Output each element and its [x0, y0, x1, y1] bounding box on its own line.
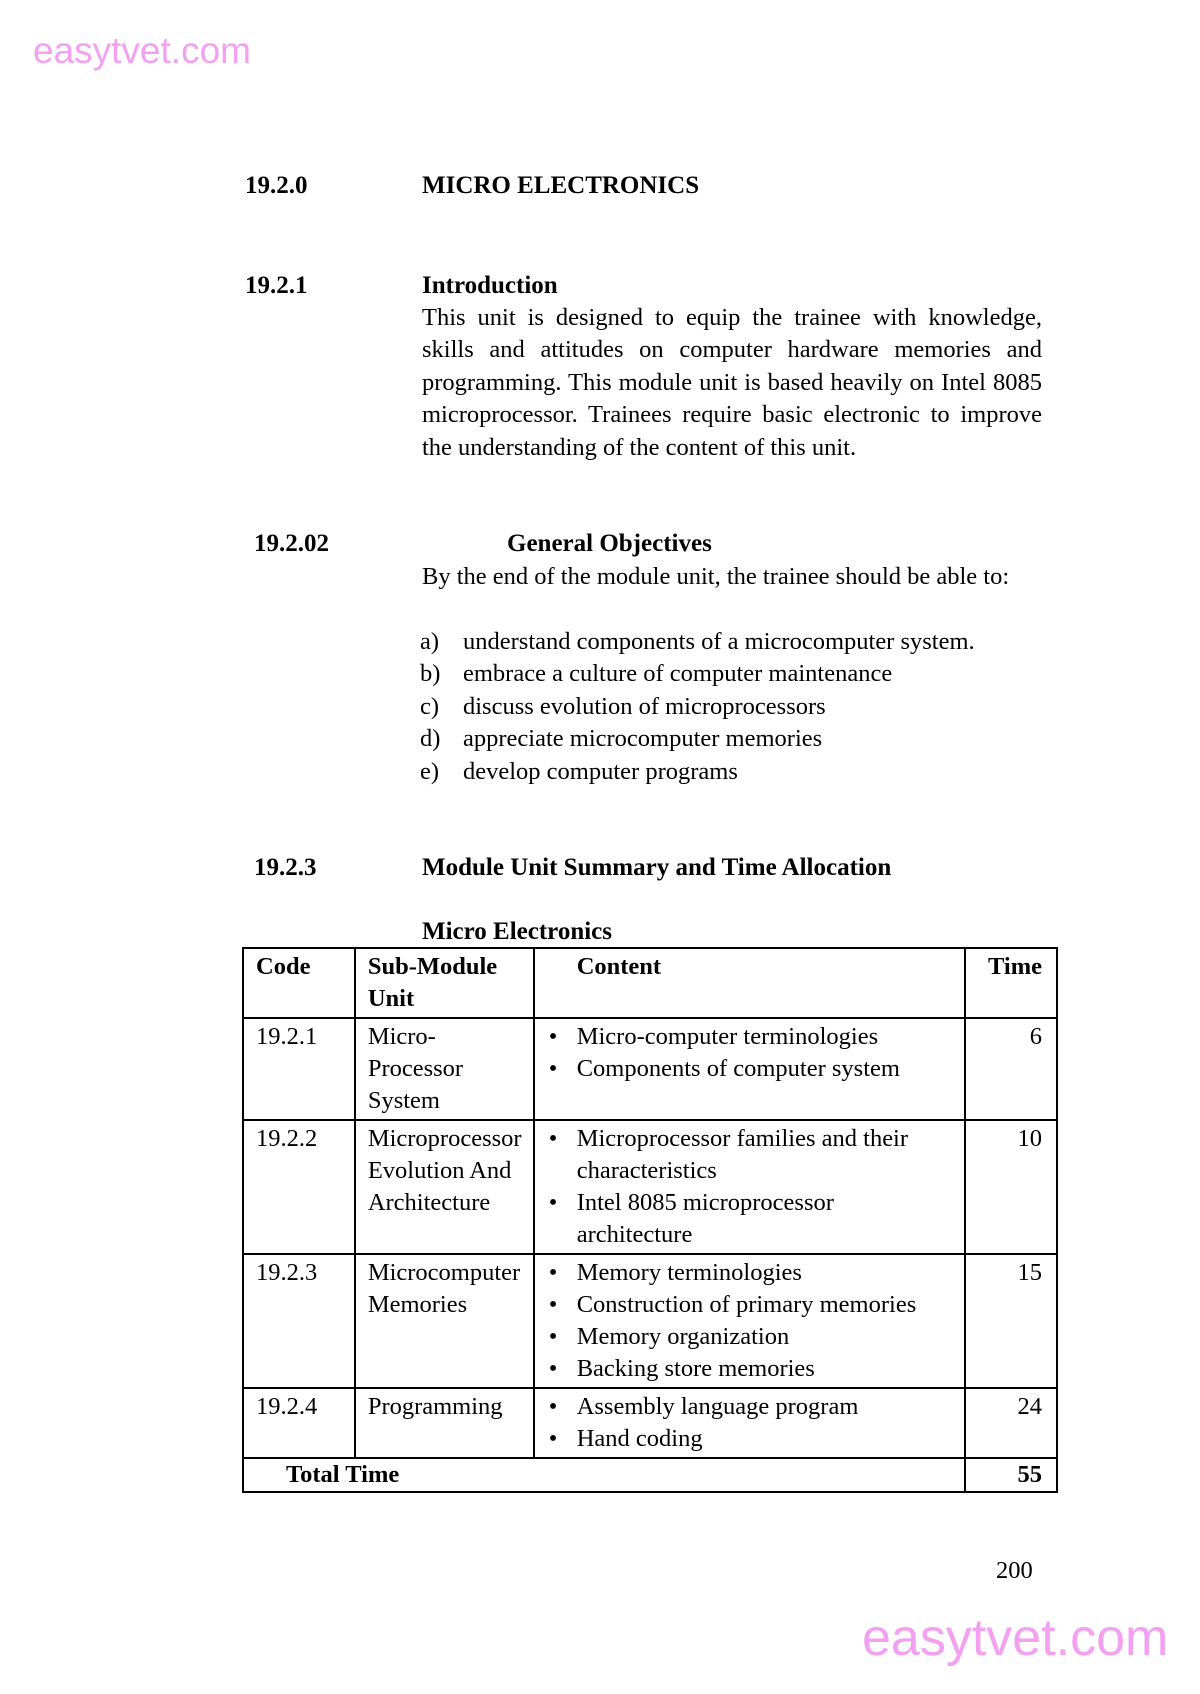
cell-content [534, 1018, 966, 1120]
intro-number: 19.2.1 [245, 272, 308, 299]
table-header-row [243, 948, 1057, 1018]
content-bullet: • Intel 8085 microprocessor architecture [547, 1187, 955, 1251]
total-label: Total Time [243, 1458, 965, 1492]
cell-sub-module: Programming [355, 1388, 534, 1458]
objectives-title: General Objectives [507, 530, 712, 557]
objectives-number: 19.2.02 [254, 530, 329, 557]
cell-time: 24 [965, 1388, 1057, 1458]
content-bullet: • Hand coding [547, 1423, 955, 1455]
module-summary-table [242, 947, 1058, 1493]
intro-title: Introduction [422, 272, 558, 299]
cell-time: 15 [965, 1254, 1057, 1388]
objective-item [420, 756, 1040, 788]
content-bullet: • Backing store memories [547, 1353, 955, 1385]
cell-sub-module: Microcomputer Memories [355, 1254, 534, 1388]
cell-code: 19.2.2 [243, 1120, 355, 1254]
intro-text: This unit is designed to equip the trainee with knowledge, skills and attitudes on computer hardware memories and programming. This module unit is based heavily on Intel 8085 microprocessor. Trainees require basic electronic to improve the understanding of the content of this unit. [422, 304, 1042, 461]
header-sub-module: Sub-Module Unit [355, 948, 534, 1018]
objective-marker: b) [420, 660, 441, 688]
cell-content [534, 1120, 966, 1254]
content-bullet: • Memory terminologies [547, 1257, 955, 1289]
total-value: 55 [965, 1458, 1057, 1492]
page-number: 200 [996, 1557, 1033, 1584]
objectives-list [420, 626, 1040, 788]
cell-code: 19.2.1 [243, 1018, 355, 1120]
objective-item [420, 723, 1040, 755]
section-number: 19.2.0 [245, 172, 308, 199]
cell-sub-module: Micro-Processor System [355, 1018, 534, 1120]
table-caption: Micro Electronics [422, 918, 612, 945]
cell-time: 10 [965, 1120, 1057, 1254]
objective-marker: d) [420, 725, 441, 753]
content-bullet: • Components of computer system [547, 1053, 955, 1085]
objective-text: develop computer programs [463, 757, 738, 785]
watermark-top: easytvet.com [33, 30, 251, 71]
objective-text: understand components of a microcomputer system. [463, 628, 975, 655]
content-bullet: • Microprocessor families and their characteristics [547, 1123, 955, 1187]
objective-text: appreciate microcomputer memories [463, 725, 823, 753]
table-row [243, 1120, 1057, 1254]
content-bullet: • Micro-computer terminologies [547, 1021, 955, 1053]
objective-item [420, 691, 1040, 723]
watermark-bottom: easytvet.com [862, 1609, 1169, 1667]
header-code: Code [243, 948, 355, 1018]
content-bullet: • Memory organization [547, 1321, 955, 1353]
objective-marker: a) [420, 628, 440, 655]
objective-marker: c) [420, 692, 440, 720]
summary-number: 19.2.3 [254, 854, 317, 881]
table-row [243, 1018, 1057, 1120]
section-title: MICRO ELECTRONICS [422, 172, 700, 199]
cell-code: 19.2.4 [243, 1388, 355, 1458]
table-row [243, 1388, 1057, 1458]
table-row [243, 1254, 1057, 1388]
header-time: Time [965, 948, 1057, 1018]
cell-content [534, 1254, 966, 1388]
cell-time: 6 [965, 1018, 1057, 1120]
cell-content [534, 1388, 966, 1458]
objective-text: discuss evolution of microprocessors [463, 692, 826, 720]
objectives-intro: By the end of the module unit, the trainee should be able to: [422, 563, 1010, 590]
cell-code: 19.2.3 [243, 1254, 355, 1388]
cell-sub-module: Microprocessor Evolution And Architecture [355, 1120, 534, 1254]
header-content: Content [534, 948, 966, 1018]
total-row [243, 1458, 1057, 1492]
summary-title: Module Unit Summary and Time Allocation [422, 854, 892, 881]
objective-marker: e) [420, 757, 440, 785]
objective-item [420, 658, 1040, 690]
content-bullet: • Construction of primary memories [547, 1289, 955, 1321]
content-bullet: • Assembly language program [547, 1391, 955, 1423]
objective-item [420, 626, 1040, 658]
objective-text: embrace a culture of computer maintenance [463, 660, 893, 688]
